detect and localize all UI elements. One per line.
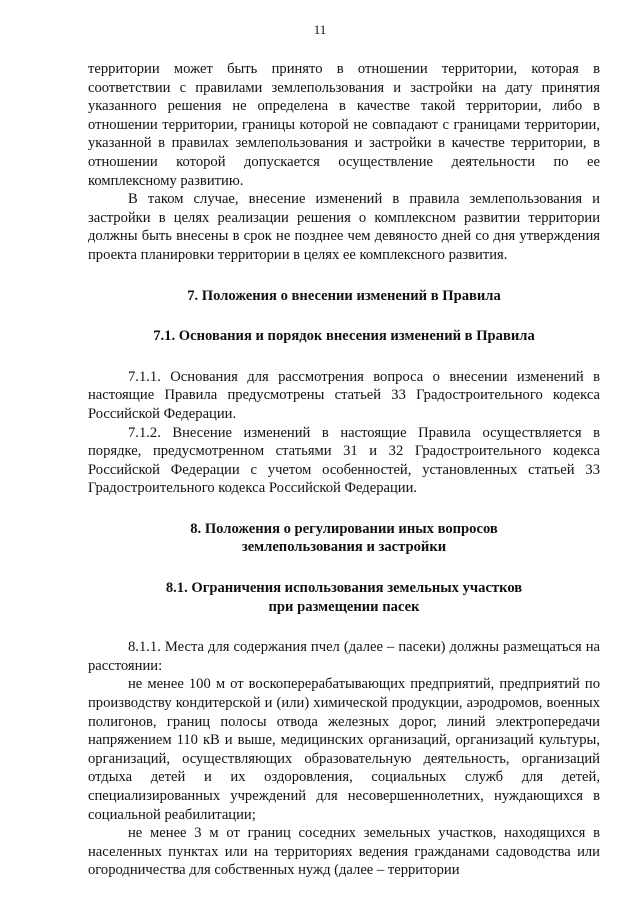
paragraph-8-1-1-distance-100m: не менее 100 м от воскоперерабатывающих предприятий, предприятий по производству кондитерской и (или) химической продукции, аэродромов, военных полигонов, границ полосы отвода железных дорог, линий электропередачи напряжением 110 кВ и выше, медицинских организаций, организаций культуры, организаций, осуществляющих образовательную деятельность, организаций отдыха детей и их оздоровления, социальных служб для детей, специализированных учреждений для несовершеннолетних, нуждающихся в социальной реабилитации;	[88, 676, 600, 823]
section-heading-8-line-2: землепользования и застройки	[241, 539, 447, 556]
page-number: 11	[313, 22, 327, 37]
document-body	[88, 60, 600, 880]
paragraph-8-1-1: 8.1.1. Места для содержания пчел (далее – пасеки) должны размещаться на расстоянии:	[88, 639, 600, 674]
paragraph-in-such-case: В таком случае, внесение изменений в правила землепользования и застройки в целях реализации решения о комплексном развитии территории должны быть внесены в срок не позднее чем девяносто дней со дня утверждения проекта планировки территории в целях ее комплексного развития.	[88, 191, 600, 263]
section-heading-8-line-1: 8. Положения о регулировании иных вопросов	[190, 520, 498, 537]
paragraph-8-1-1-distance-3m: не менее 3 м от границ соседних земельных участков, находящихся в населенных пунктах или на территориях ведения гражданами садоводства или огородничества для собственных нужд (далее – территории	[88, 825, 600, 879]
subsection-heading-7-1: 7.1. Основания и порядок внесения изменений в Правила	[153, 328, 535, 345]
subsection-heading-8-1-line-1: 8.1. Ограничения использования земельных участков	[165, 580, 523, 597]
section-heading-7: 7. Положения о внесении изменений в Правила	[187, 287, 501, 304]
subsection-heading-8-1-line-2: при размещении пасек	[268, 598, 420, 615]
paragraph-7-1-1: 7.1.1. Основания для рассмотрения вопроса о внесении изменений в настоящие Правила предусмотрены статьей 33 Градостроительного кодекса Российской Федерации.	[88, 368, 600, 422]
paragraph-continuation: территории может быть принято в отношении территории, которая в соответствии с правилами землепользования и застройки на дату принятия указанного решения не определена в качестве такой территории, либо в отношении территории, границы которой не совпадают с границами территории, указанной в правилах землепользования и застройки в качестве территории, в отношении которой допускается осуществление деятельности по ее комплексному развитию.	[88, 61, 600, 189]
paragraph-7-1-2: 7.1.2. Внесение изменений в настоящие Правила осуществляется в порядке, предусмотренном статьями 31 и 32 Градостроительного кодекса Российской Федерации с учетом особенностей, установленных статьей 33 Градостроительного кодекса Российской Федерации.	[88, 424, 600, 497]
